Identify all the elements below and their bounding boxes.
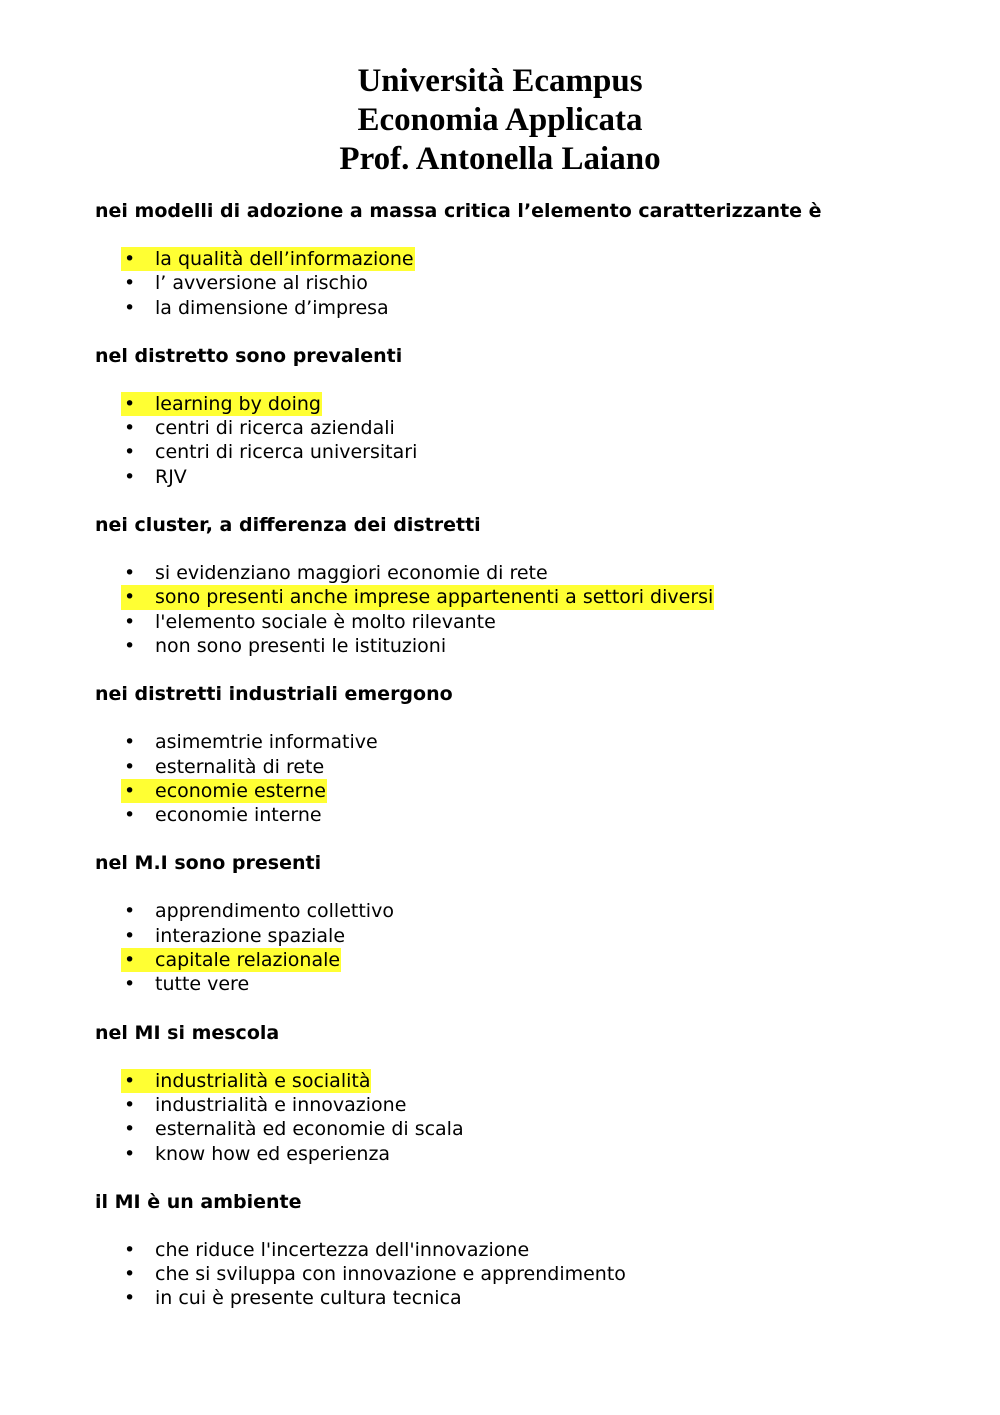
bullet-icon: •: [124, 586, 136, 609]
highlight-mark: [121, 585, 714, 609]
option-text: interazione spaziale: [155, 924, 346, 947]
bullet-icon: •: [124, 755, 136, 778]
option-text: in cui è presente cultura tecnica: [155, 1287, 462, 1310]
header-professor: Prof. Antonella Laiano: [339, 141, 661, 177]
option-line: [121, 1117, 465, 1141]
bullet-icon: •: [124, 634, 136, 657]
bullet-icon: •: [124, 272, 136, 295]
answer-option: [95, 924, 955, 948]
answer-option: [95, 465, 955, 489]
bullet-icon: •: [124, 1287, 136, 1310]
bullet-icon: •: [124, 973, 136, 996]
answer-option: [95, 1262, 955, 1286]
option-text: economie esterne: [155, 779, 326, 802]
option-line: [121, 899, 395, 923]
option-text: RJV: [155, 465, 187, 488]
option-text: la dimensione d’impresa: [155, 296, 389, 319]
option-line: [121, 755, 325, 779]
option-line: [121, 730, 379, 754]
answer-option: [95, 610, 955, 634]
bullet-icon: •: [124, 949, 136, 972]
question-text: nel M.I sono presenti: [95, 852, 322, 875]
answer-option: [95, 1286, 955, 1310]
question-text: nel distretto sono prevalenti: [95, 344, 403, 367]
answer-option: [95, 416, 955, 440]
option-text: know how ed esperienza: [155, 1142, 391, 1165]
answer-option: [95, 899, 955, 923]
bullet-icon: •: [124, 562, 136, 585]
quiz-content: [95, 199, 955, 1335]
answer-option: [95, 440, 955, 464]
option-line: [121, 1093, 407, 1117]
question-text: il MI è un ambiente: [95, 1190, 302, 1213]
answer-option: [95, 972, 955, 996]
answer-option: [95, 803, 955, 827]
bullet-icon: •: [124, 1238, 136, 1261]
option-line: [121, 296, 390, 320]
answer-option-highlighted: [95, 1069, 955, 1093]
option-text: tutte vere: [155, 973, 250, 996]
answer-option-highlighted: [95, 392, 955, 416]
bullet-icon: •: [124, 441, 136, 464]
option-text: learning by doing: [155, 392, 321, 415]
bullet-icon: •: [124, 804, 136, 827]
bullet-icon: •: [124, 465, 136, 488]
bullet-icon: •: [124, 248, 136, 270]
option-text: apprendimento collettivo: [155, 900, 394, 923]
bullet-icon: •: [124, 1142, 136, 1165]
answer-option-highlighted: [95, 948, 955, 972]
option-line: [121, 1142, 391, 1166]
bullet-icon: •: [124, 1069, 136, 1092]
option-text: la qualità dell’informazione: [155, 248, 414, 270]
answer-list: [95, 1069, 955, 1166]
option-line: [121, 803, 323, 827]
bullet-icon: •: [124, 1093, 136, 1116]
option-text: economie interne: [155, 804, 322, 827]
bullet-icon: •: [124, 417, 136, 440]
bullet-icon: •: [124, 610, 136, 633]
highlight-mark: [121, 392, 322, 416]
option-text: industrialità e innovazione: [155, 1093, 407, 1116]
option-text: sono presenti anche imprese appartenenti a settori diversi: [155, 586, 714, 609]
option-line: [121, 924, 346, 948]
option-line: [121, 1286, 463, 1310]
answer-list: [95, 247, 955, 320]
option-line: [121, 1262, 627, 1286]
option-line: [121, 1238, 530, 1262]
answer-option: [95, 271, 955, 295]
option-line: [121, 416, 396, 440]
bullet-icon: •: [124, 900, 136, 923]
answer-option: [95, 755, 955, 779]
highlight-mark: [121, 948, 341, 972]
option-text: centri di ricerca aziendali: [155, 417, 395, 440]
question-text: nei modelli di adozione a massa critica l’elemento caratterizzante è: [95, 200, 822, 222]
option-text: l’ avversione al rischio: [155, 272, 368, 295]
answer-list: [95, 392, 955, 489]
option-text: l'elemento sociale è molto rilevante: [155, 610, 496, 633]
answer-option-highlighted: [95, 585, 955, 609]
option-text: esternalità di rete: [155, 755, 325, 778]
option-line: [121, 440, 418, 464]
option-text: capitale relazionale: [155, 949, 341, 972]
answer-list: [95, 899, 955, 996]
bullet-icon: •: [124, 296, 136, 319]
bullet-icon: •: [124, 779, 136, 802]
header-course: Economia Applicata: [357, 102, 643, 138]
option-text: asimemtrie informative: [155, 731, 378, 754]
answer-option-highlighted: [95, 779, 955, 803]
highlight-mark: [121, 779, 327, 803]
answer-list: [95, 730, 955, 827]
answer-option: [95, 730, 955, 754]
answer-option: [95, 634, 955, 658]
answer-option: [95, 296, 955, 320]
bullet-icon: •: [124, 1263, 136, 1286]
highlight-mark: [121, 1069, 371, 1093]
question-text: nei distretti industriali emergono: [95, 683, 453, 706]
answer-option: [95, 1238, 955, 1262]
option-text: industrialità e socialità: [155, 1069, 371, 1092]
answer-list: [95, 561, 955, 658]
question-text: nel MI si mescola: [95, 1021, 280, 1044]
option-line: [121, 271, 369, 295]
bullet-icon: •: [124, 924, 136, 947]
option-text: che riduce l'incertezza dell'innovazione: [155, 1238, 530, 1261]
answer-option: [95, 561, 955, 585]
option-line: [121, 465, 188, 489]
highlight-mark: [121, 247, 415, 271]
document-header: [0, 62, 1000, 179]
option-line: [121, 634, 447, 658]
answer-option: [95, 1117, 955, 1141]
option-line: [121, 610, 497, 634]
header-university: Università Ecampus: [357, 63, 643, 99]
option-text: centri di ricerca universitari: [155, 441, 418, 464]
answer-option: [95, 1093, 955, 1117]
answer-option-highlighted: [95, 247, 955, 271]
option-text: si evidenziano maggiori economie di rete: [155, 562, 548, 585]
bullet-icon: •: [124, 392, 136, 415]
option-text: esternalità ed economie di scala: [155, 1118, 464, 1141]
option-line: [121, 972, 250, 996]
option-line: [121, 561, 549, 585]
answer-list: [95, 1238, 955, 1311]
bullet-icon: •: [124, 1118, 136, 1141]
bullet-icon: •: [124, 731, 136, 754]
option-text: che si sviluppa con innovazione e apprendimento: [155, 1263, 626, 1286]
answer-option: [95, 1142, 955, 1166]
question-text: nei cluster, a differenza dei distretti: [95, 514, 481, 537]
option-text: non sono presenti le istituzioni: [155, 634, 447, 657]
